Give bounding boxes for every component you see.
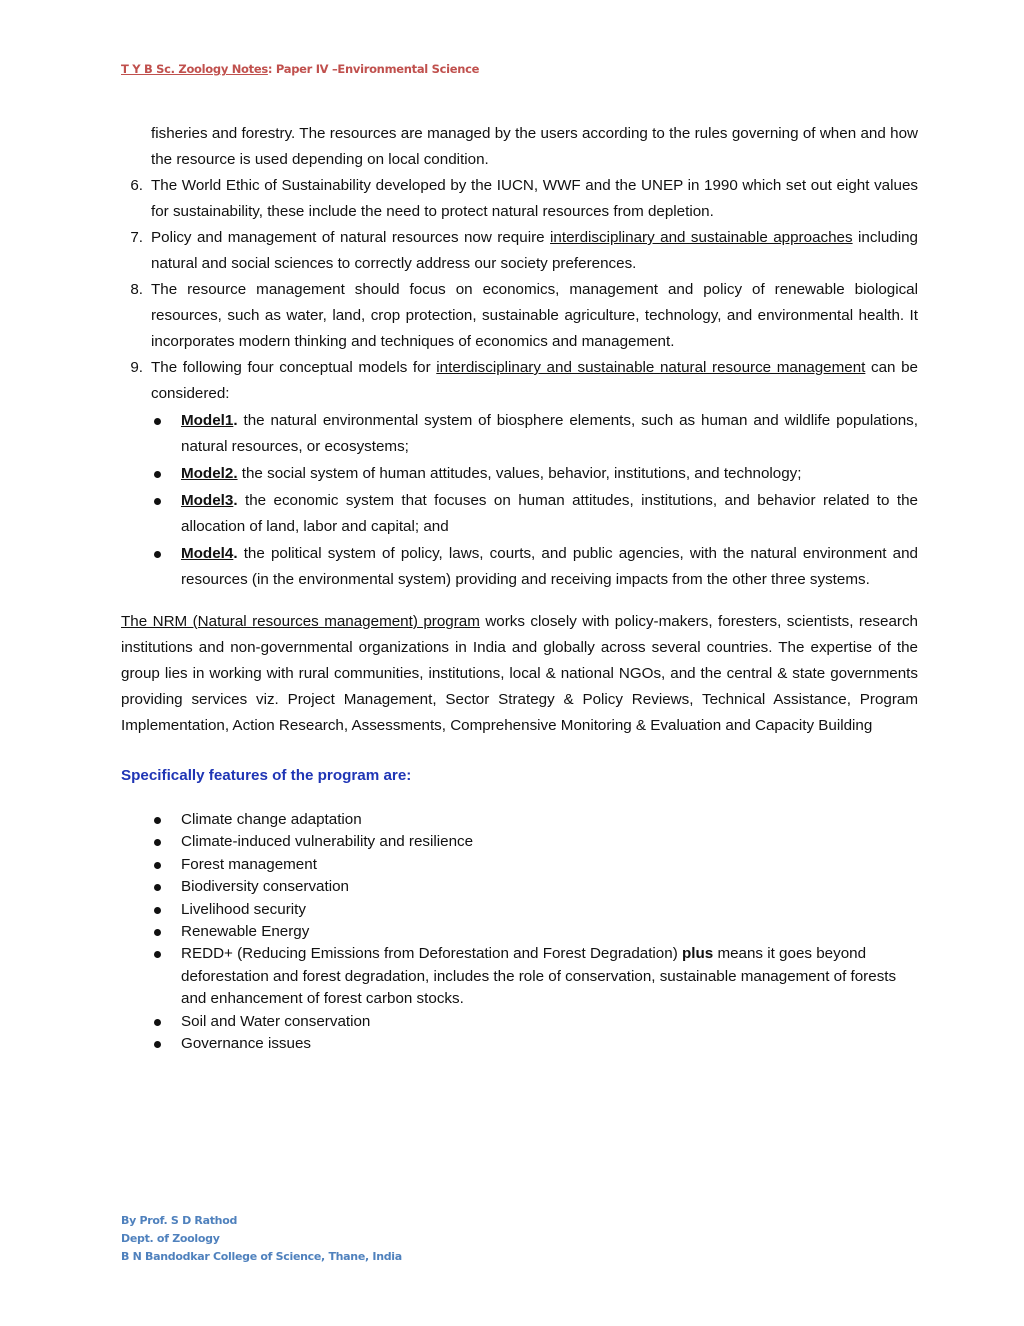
page-content bbox=[121, 121, 918, 1055]
header-course: T Y B Sc. Zoology Notes bbox=[121, 62, 268, 76]
bullet-icon bbox=[154, 1019, 161, 1026]
model-label: Model1 bbox=[181, 412, 234, 429]
model-label: Model2. bbox=[181, 465, 238, 482]
list-item-8 bbox=[121, 277, 918, 355]
feature-text: Governance issues bbox=[181, 1035, 312, 1053]
underlined-phrase: interdisciplinary and sustainable natural resource management bbox=[436, 359, 866, 376]
feature-text: Biodiversity conservation bbox=[181, 878, 349, 896]
list-item bbox=[151, 854, 918, 876]
feature-text: Climate-induced vulnerability and resilience bbox=[181, 833, 474, 851]
list-item-text: can be considered: bbox=[151, 359, 918, 402]
bullet-icon bbox=[154, 907, 161, 914]
feature-text: Climate change adaptation bbox=[181, 811, 362, 828]
list-item bbox=[151, 1033, 918, 1055]
bullet-icon bbox=[154, 929, 161, 936]
bullet-icon bbox=[154, 498, 161, 505]
list-item-9 bbox=[121, 355, 918, 407]
features-heading: Specifically features of the program are: bbox=[121, 767, 412, 784]
bullet-icon bbox=[154, 817, 161, 824]
bullet-icon bbox=[154, 418, 161, 425]
list-item bbox=[151, 899, 918, 921]
model-label: Model3 bbox=[181, 492, 234, 509]
list-item-text: The following four conceptual models for bbox=[151, 359, 437, 376]
model-text: the social system of human attitudes, values, behavior, institutions, and technology; bbox=[237, 465, 802, 482]
model-text: the natural environmental system of biosphere elements, such as human and wildlife populations, natural resources, or ecosystems; bbox=[181, 412, 918, 455]
feature-text: REDD+ (Reducing Emissions from Deforestation and Forest Degradation) bbox=[181, 945, 682, 963]
feature-bold-word: plus bbox=[681, 945, 714, 963]
footer-college: B N Bandodkar College of Science, Thane, India bbox=[121, 1250, 402, 1263]
list-item-text: The World Ethic of Sustainability developed by the IUCN, WWF and the UNEP in 1990 which set out eight values for sustainability, these include the need to protect natural resources from depletion. bbox=[151, 177, 918, 220]
features-list bbox=[151, 809, 918, 1055]
list-number: 6. bbox=[130, 177, 143, 194]
page-footer bbox=[121, 1212, 402, 1266]
model-text: the economic system that focuses on human attitudes, institutions, and behavior related to the allocation of land, labor and capital; and bbox=[181, 492, 918, 535]
bullet-icon bbox=[154, 884, 161, 891]
model-label-dot: . bbox=[233, 412, 238, 429]
nrm-paragraph bbox=[121, 609, 918, 739]
feature-text: Forest management bbox=[181, 855, 317, 873]
model-item-1 bbox=[151, 408, 918, 460]
list-item-6 bbox=[121, 173, 918, 225]
list-item-redd bbox=[151, 943, 918, 1010]
feature-text: Renewable Energy bbox=[181, 923, 310, 941]
feature-text: Livelihood security bbox=[181, 900, 306, 918]
header-paper: : Paper IV –Environmental Science bbox=[267, 62, 480, 76]
list-item bbox=[151, 876, 918, 898]
footer-author: By Prof. S D Rathod bbox=[121, 1214, 238, 1227]
list-item-text: including natural and social sciences to correctly address our society preferences. bbox=[151, 229, 918, 272]
list-item bbox=[151, 921, 918, 943]
nrm-text: works closely with policy-makers, foresters, scientists, research institutions and non-governmental organizations in India and globally across several countries. The expertise of the group lies in working with rural communities, institutions, local & national NGOs, and the central & state governments providing services viz. Project Management, Sector Strategy & Policy Reviews, Technical Assistance, Program Implementation, Action Research, Assessments, Comprehensive Monitoring & Evaluation and Capacity Building bbox=[121, 613, 918, 734]
page-header bbox=[121, 62, 479, 76]
list-number: 9. bbox=[130, 359, 143, 376]
bullet-icon bbox=[154, 1041, 161, 1048]
list-item-text: fisheries and forestry. The resources are managed by the users according to the rules governing of when and how the resource is used depending on local condition. bbox=[151, 125, 918, 168]
list-item bbox=[151, 809, 918, 831]
list-item-text: Policy and management of natural resources now require bbox=[151, 229, 551, 246]
model-item-2 bbox=[151, 461, 918, 487]
model-label-dot: . bbox=[233, 545, 238, 562]
list-item bbox=[151, 1011, 918, 1033]
bullet-icon bbox=[154, 839, 161, 846]
footer-dept: Dept. of Zoology bbox=[121, 1232, 220, 1245]
feature-text: means it goes beyond deforestation and forest degradation, includes the role of conservation, sustainable management of forests and enhancement of forest carbon stocks. bbox=[181, 945, 897, 1008]
model-text: the political system of policy, laws, courts, and public agencies, with the natural environment and resources (in the environmental system) providing and receiving impacts from the other three systems. bbox=[181, 545, 918, 588]
bullet-icon bbox=[154, 471, 161, 478]
numbered-list bbox=[121, 121, 918, 407]
list-number: 7. bbox=[130, 229, 143, 246]
feature-text: Soil and Water conservation bbox=[181, 1012, 371, 1030]
underlined-phrase: interdisciplinary and sustainable approaches bbox=[550, 229, 853, 246]
list-item-continuation bbox=[121, 121, 918, 173]
nrm-program-title: The NRM (Natural resources management) program bbox=[121, 613, 480, 630]
model-label: Model4 bbox=[181, 545, 234, 562]
model-item-3 bbox=[151, 488, 918, 540]
list-item bbox=[151, 831, 918, 853]
model-label-dot: . bbox=[233, 492, 238, 509]
models-list bbox=[151, 408, 918, 593]
list-item-text: The resource management should focus on economics, management and policy of renewable biological resources, such as water, land, crop protection, sustainable agriculture, technology, and environmental health. It incorporates modern thinking and techniques of economics and management. bbox=[151, 281, 918, 350]
list-item-7 bbox=[121, 225, 918, 277]
model-item-4 bbox=[151, 541, 918, 593]
bullet-icon bbox=[154, 951, 161, 958]
list-number: 8. bbox=[130, 281, 143, 298]
bullet-icon bbox=[154, 862, 161, 869]
bullet-icon bbox=[154, 551, 161, 558]
